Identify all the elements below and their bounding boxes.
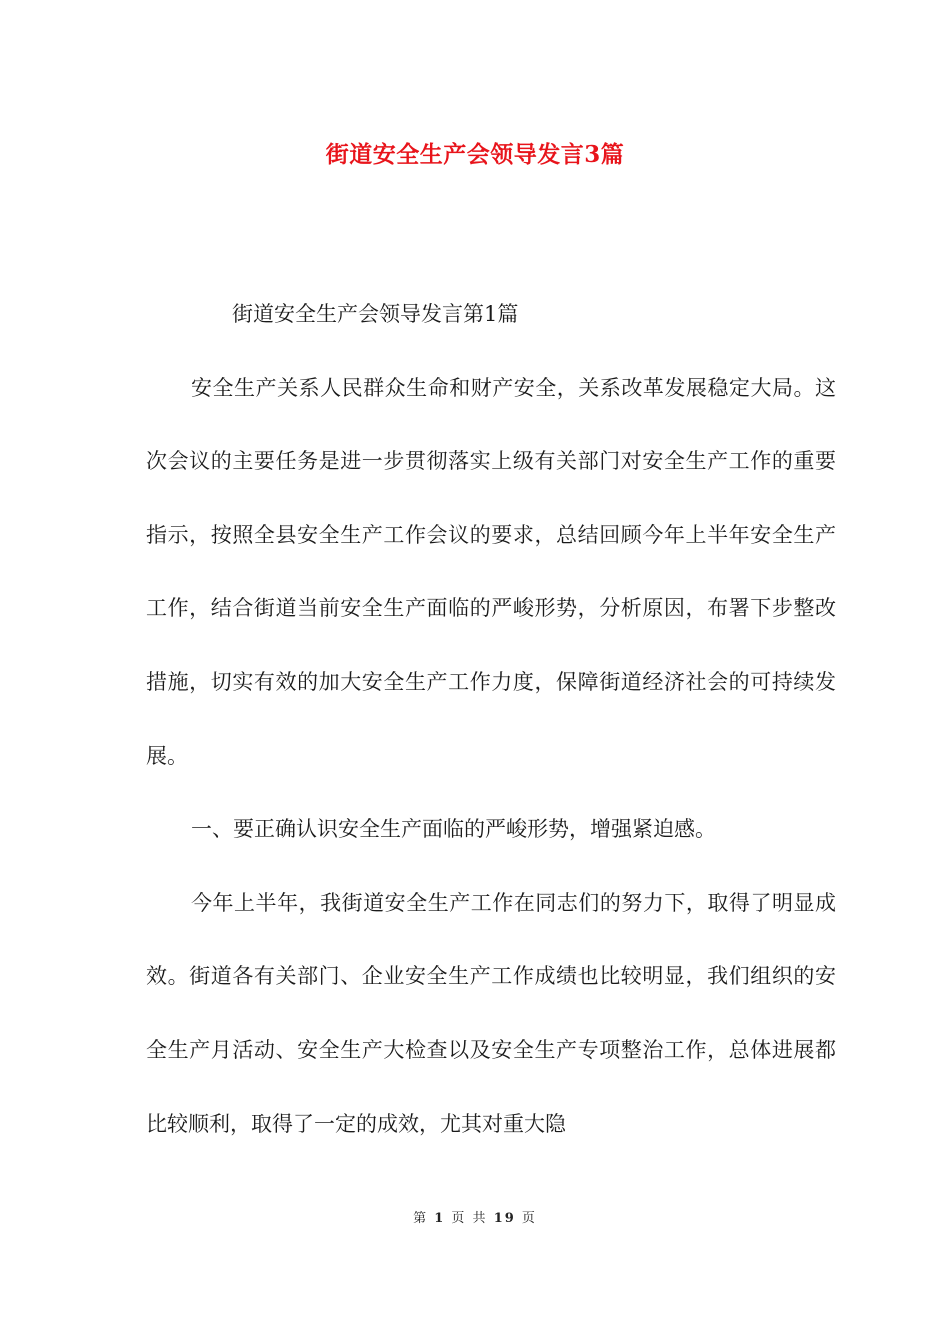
footer-middle: 页 共 [451, 1211, 488, 1226]
body-paragraph: 今年上半年，我街道安全生产工作在同志们的努力下，取得了明显成效。街道各有关部门、企业安全生产工作成绩也比较明显，我们组织的安全生产月活动、安全生产大检查以及安全生产专项整治工作，总体进展都比较顺利，取得了一定的成效，尤其对重大隐 [146, 890, 836, 1136]
current-page-number: 1 [434, 1211, 446, 1226]
page-footer [0, 1207, 950, 1226]
footer-prefix: 第 [413, 1211, 429, 1226]
body-paragraph: 一、要正确认识安全生产面临的严峻形势，增强紧迫感。 [191, 817, 716, 842]
total-page-count: 19 [493, 1211, 516, 1226]
footer-suffix: 页 [521, 1211, 537, 1226]
section-subheading: 街道安全生产会领导发言第1篇 [232, 302, 519, 326]
document-body [146, 278, 836, 1161]
document-title: 街道安全生产会领导发言3篇 [325, 141, 625, 168]
body-paragraph: 安全生产关系人民群众生命和财产安全，关系改革发展稳定大局。这次会议的主要任务是进一步贯彻落实上级有关部门对安全生产工作的重要指示，按照全县安全生产工作会议的要求，总结回顾今年上半年安全生产工作，结合街道当前安全生产面临的严峻形势，分析原因，布署下步整改措施，切实有效的加大安全生产工作力度，保障街道经济社会的可持续发展。 [146, 375, 836, 768]
